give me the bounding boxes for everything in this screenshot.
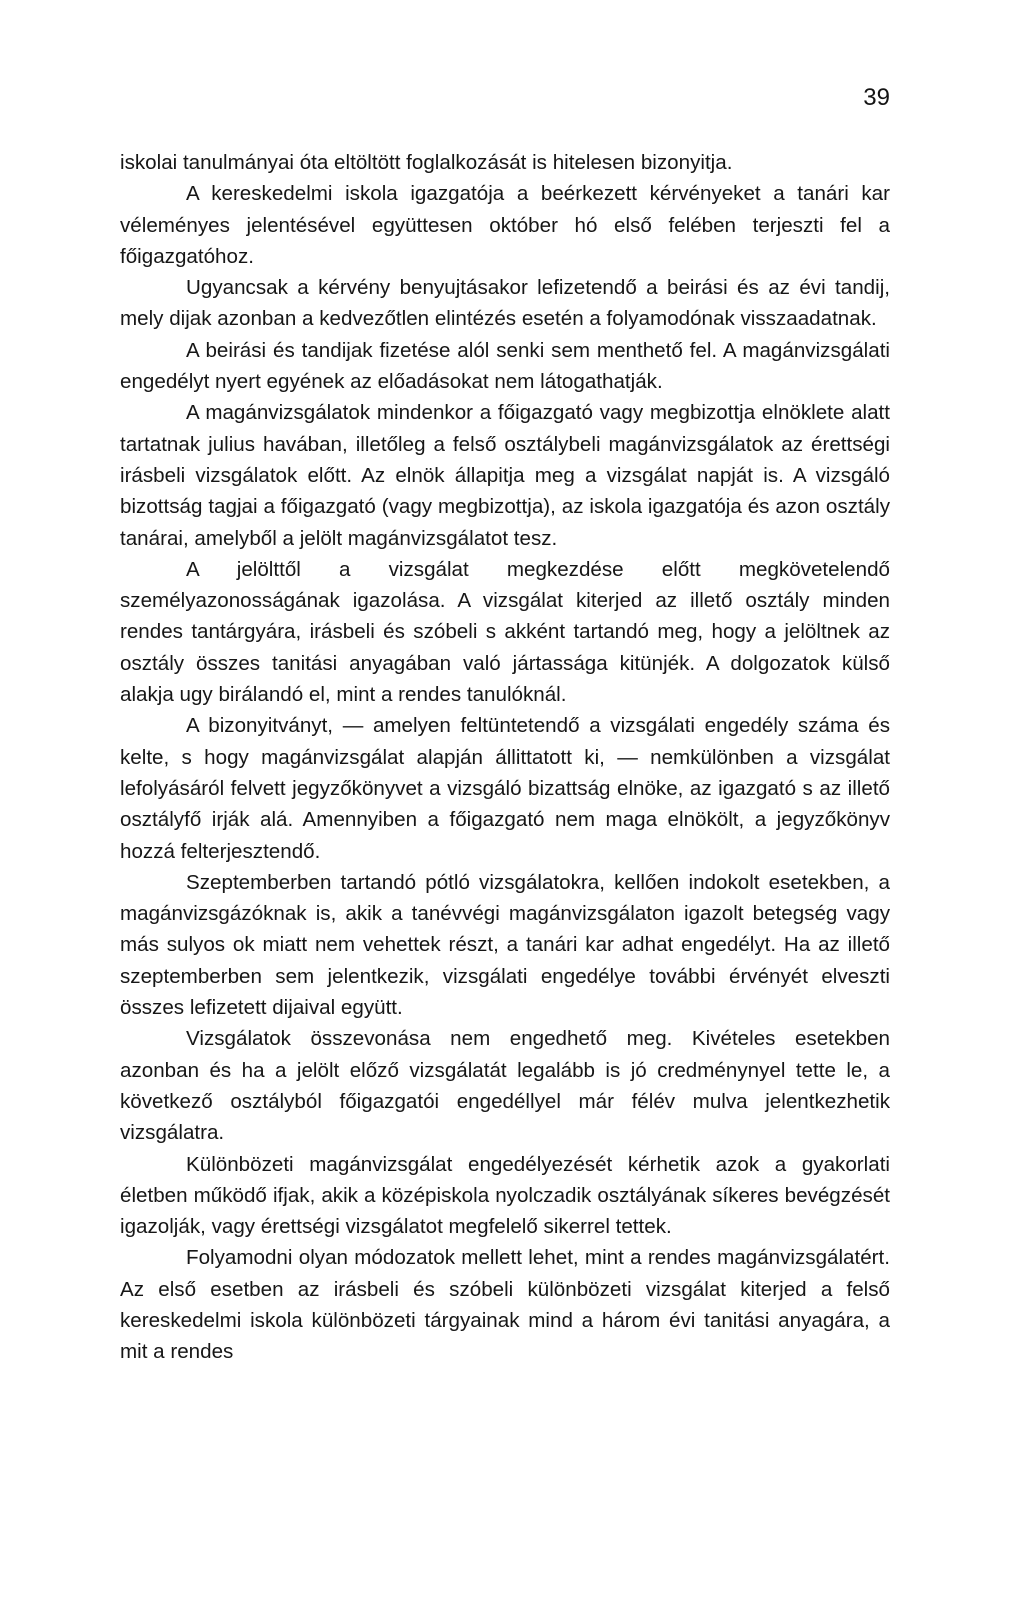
paragraph: Folyamodni olyan módozatok mellett lehet, mint a rendes magánvizsgálatért. Az első esetben az irásbeli és szóbeli különbözeti vizsgálat kiterjed a felső kereskedelmi iskola különbözeti tárgyainak mind a három évi tanitási anyagára, a mit a rendes	[120, 1246, 890, 1364]
paragraph: A jelölttől a vizsgálat megkezdése előtt megkövetelendő személyazonosságának igazolása. A vizsgálat kiterjed az illető osztály minden rendes tantárgyára, irásbeli és szóbeli s akként tartandó meg, hogy a jelöltnek az osztály összes tanitási anyagában való jártassága kitünjék. A dolgozatok külső alakja ugy birálandó el, mint a rendes tanulóknál.	[120, 557, 890, 707]
paragraph: A beirási és tandijak fizetése alól senki sem menthető fel. A magánvizsgálati engedélyt nyert egyének az előadásokat nem látogathatják.	[120, 338, 890, 394]
paragraph: A kereskedelmi iskola igazgatója a beérkezett kérvényeket a tanári kar véleményes jelentésével együttesen október hó első felében terjeszti fel a főigazgatóhoz.	[120, 182, 890, 268]
paragraph: iskolai tanulmányai óta eltöltött foglalkozását is hitelesen bizonyitja.	[120, 151, 733, 174]
page-body-text	[120, 147, 890, 1368]
paragraph: Ugyancsak a kérvény benyujtásakor lefizetendő a beirási és az évi tandij, mely dijak azonban a kedvezőtlen elintézés esetén a folyamodónak visszaadatnak.	[120, 276, 890, 331]
paragraph: Vizsgálatok összevonása nem engedhető meg. Kivételes esetekben azonban és ha a jelölt előző vizsgálatát legalább is jó credménynyel tette le, a következő osztályból főigazgatói engedéllyel már félév mulva jelentkezhetik vizsgálatra.	[120, 1027, 890, 1145]
page-number: 39	[863, 84, 890, 111]
paragraph: Különbözeti magánvizsgálat engedélyezését kérhetik azok a gyakorlati életben működő ifjak, akik a középiskola nyolczadik osztályának síkeres bevégzését igazolják, vagy érettségi vizsgálatot megfelelő sikerrel tettek.	[120, 1152, 890, 1239]
paragraph: A bizonyitványt, — amelyen feltüntetendő a vizsgálati engedély száma és kelte, s hogy magánvizsgálat alapján állittatott ki, — nemkülönben a vizsgálat lefolyásáról felvett jegyzőkönyvet a vizsgáló bizattság elnöke, az igazgató s az illető osztályfő irják alá. Amennyiben a főigazgató nem maga elnökölt, a jegyzőkönyv hozzá felterjesztendő.	[120, 714, 890, 863]
paragraph: A magánvizsgálatok mindenkor a főigazgató vagy megbizottja elnöklete alatt tartatnak julius havában, illetőleg a felső osztálybeli magánvizsgálatok az érettségi irásbeli vizsgálatok előtt. Az elnök állapitja meg a vizsgálat napját is. A vizsgáló bizottság tagjai a főigazgató (vagy megbizottja), az iskola igazgatója és azon osztály tanárai, amelyből a jelölt magánvizsgálatot tesz.	[120, 401, 890, 550]
paragraph: Szeptemberben tartandó pótló vizsgálatokra, kellően indokolt esetekben, a magánvizsgázóknak is, akik a tanévvégi magánvizsgálaton igazolt betegség vagy más sulyos ok miatt nem vehettek részt, a tanári kar adhat engedélyt. Ha az illető szeptemberben sem jelentkezik, vizsgálati engedélye további érvényét elveszti összes lefizetett dijaival együtt.	[120, 870, 890, 1020]
